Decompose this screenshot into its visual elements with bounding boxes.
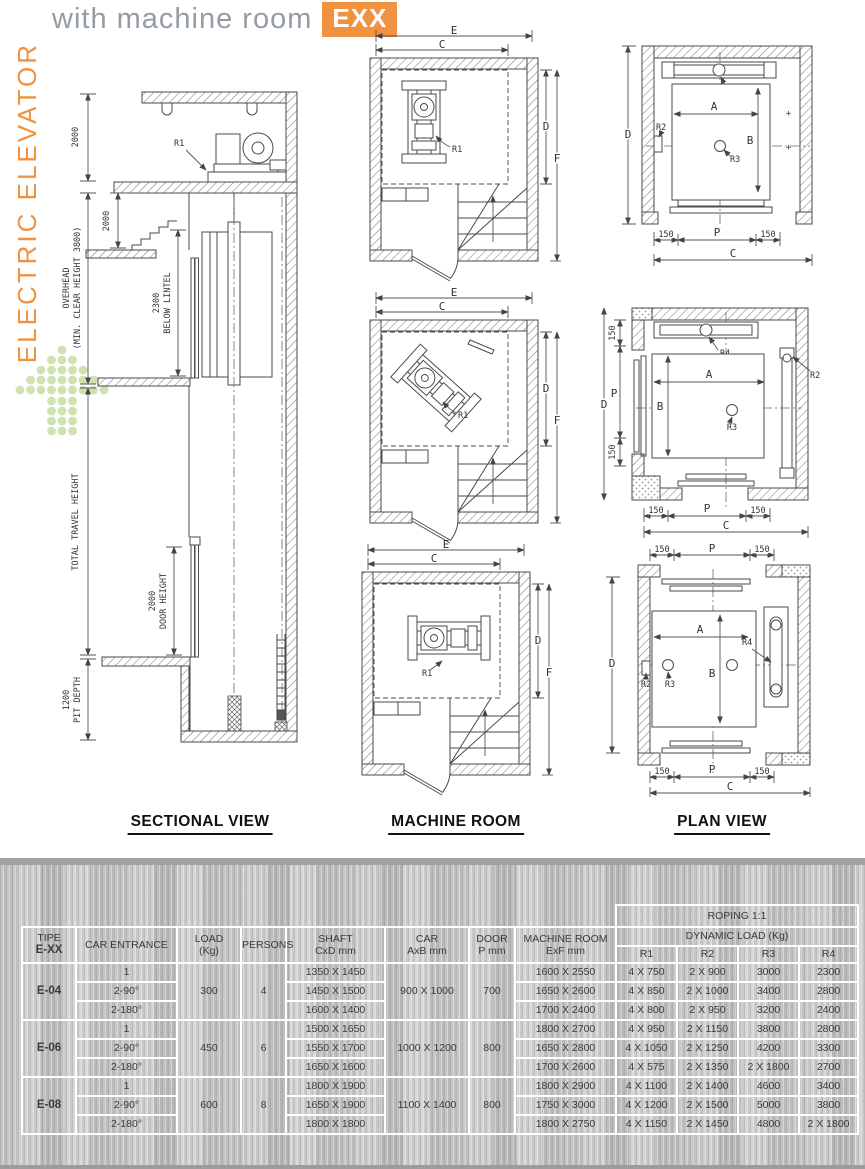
machine-room-cell: 1700 X 2400 — [515, 1001, 616, 1020]
svg-text:1200: 1200 — [62, 689, 72, 711]
r1-header: R1 — [616, 946, 677, 963]
entrance-cell: 1 — [76, 1077, 177, 1096]
svg-text:150: 150 — [648, 506, 664, 516]
metal-band — [0, 858, 865, 1169]
svg-text:D: D — [534, 634, 542, 647]
svg-text:2000: 2000 — [71, 126, 81, 148]
machine-room-cell: 1700 X 2600 — [515, 1058, 616, 1077]
shaft-header: SHAFT CxD mm — [286, 927, 385, 963]
r3-cell: 3400 — [738, 982, 799, 1001]
car-plan — [672, 84, 770, 200]
machine-room-cell: 1800 X 2700 — [515, 1020, 616, 1039]
svg-text:C: C — [438, 300, 446, 313]
shaft-cell: 1650 X 1900 — [286, 1096, 385, 1115]
r1-cell: 4 X 800 — [616, 1001, 677, 1020]
svg-text:C: C — [722, 519, 730, 532]
bottom-dimensions — [644, 502, 808, 538]
svg-text:D: D — [608, 657, 616, 670]
machine-room-cell: 1650 X 2600 — [515, 982, 616, 1001]
r1-cell: 4 X 1200 — [616, 1096, 677, 1115]
r1-cell: 4 X 850 — [616, 982, 677, 1001]
r4-header: R4 — [799, 946, 858, 963]
door-cell: 700 — [469, 963, 515, 1020]
guide-rail-frame — [780, 348, 794, 478]
r2-cell: 2 X 1150 — [677, 1020, 738, 1039]
r1-cell: 4 X 750 — [616, 963, 677, 982]
svg-text:2300: 2300 — [152, 292, 162, 314]
counterweight — [764, 607, 788, 707]
table-row — [22, 1020, 858, 1039]
r2-cell: 2 X 950 — [677, 1001, 738, 1020]
tipe-header: TIPE E-XX — [22, 927, 76, 963]
machine-room-cell: 1600 X 2550 — [515, 963, 616, 982]
car-door-sill — [670, 200, 772, 213]
svg-text:B: B — [746, 134, 754, 147]
svg-text:R1: R1 — [422, 669, 433, 679]
counterweight — [662, 62, 776, 78]
svg-text:R3: R3 — [664, 680, 676, 690]
door-swing — [404, 770, 450, 795]
car-plan — [652, 611, 756, 727]
r4-cell: 3300 — [799, 1039, 858, 1058]
plan-view-drawing-1 — [612, 34, 862, 274]
machine-room-cell: 1750 X 3000 — [515, 1096, 616, 1115]
load-cell: 300 — [177, 963, 241, 1020]
svg-text:C: C — [726, 780, 734, 793]
left-dimensions — [601, 308, 626, 500]
svg-text:P: P — [610, 387, 618, 400]
shaft-cell: 1600 X 1400 — [286, 1001, 385, 1020]
persons-cell: 8 — [241, 1077, 286, 1134]
svg-text:E: E — [442, 538, 450, 551]
page-title: with machine room — [52, 3, 313, 35]
r1-cell: 4 X 1100 — [616, 1077, 677, 1096]
svg-text:150: 150 — [658, 230, 674, 240]
r4-cell: 3800 — [799, 1096, 858, 1115]
machine-room-cell: 1800 X 2750 — [515, 1115, 616, 1134]
entrance-cell: 1 — [76, 1020, 177, 1039]
sectional-view-label: SECTIONAL VIEW — [128, 813, 273, 835]
machine-room-label: MACHINE ROOM — [388, 813, 524, 835]
plan-view-drawing-2 — [596, 298, 854, 538]
bottom-dimensions — [650, 763, 810, 797]
stairs — [450, 698, 519, 764]
plan-view-label: PLAN VIEW — [674, 813, 770, 835]
model-badge: EXX — [322, 2, 397, 37]
svg-text:150: 150 — [760, 230, 776, 240]
table-row — [22, 963, 858, 982]
entrance-cell: 2-180° — [76, 1058, 177, 1077]
r2-cell: 2 X 1000 — [677, 982, 738, 1001]
svg-text:D: D — [542, 382, 550, 395]
svg-text:R4: R4 — [742, 638, 753, 648]
topbar — [52, 2, 397, 37]
pit-ladder — [277, 634, 285, 720]
svg-text:BELOW LINTEL: BELOW LINTEL — [163, 272, 173, 334]
r3-cell: 2 X 1800 — [738, 1058, 799, 1077]
counterweight — [654, 322, 758, 338]
r1-label: R1 — [174, 139, 185, 149]
r4-cell: 2300 — [799, 963, 858, 982]
svg-text:F: F — [545, 666, 553, 679]
r2-cell: 2 X 1250 — [677, 1039, 738, 1058]
r3-cell: 4800 — [738, 1115, 799, 1134]
top-dimensions — [650, 542, 774, 561]
r4-cell: 2400 — [799, 1001, 858, 1020]
r4-cell: 2700 — [799, 1058, 858, 1077]
machine-room-drawing-2 — [362, 288, 562, 540]
r1-cell: 4 X 950 — [616, 1020, 677, 1039]
machine-room-header: MACHINE ROOM ExF mm — [515, 927, 616, 963]
svg-text:PIT DEPTH: PIT DEPTH — [73, 676, 83, 724]
r2-cell: 2 X 900 — [677, 963, 738, 982]
r3-header: R3 — [738, 946, 799, 963]
stairs-section — [132, 221, 177, 250]
entrance-header: CAR ENTRANCE — [76, 927, 177, 963]
shaft-cell: 1800 X 1800 — [286, 1115, 385, 1134]
shaft-cell: 1450 X 1500 — [286, 982, 385, 1001]
svg-text:A: A — [705, 368, 713, 381]
elevator-car — [202, 193, 272, 385]
svg-text:R1: R1 — [452, 145, 463, 155]
r3-cell: 3000 — [738, 963, 799, 982]
svg-text:C: C — [729, 247, 737, 260]
r2-cell: 2 X 1350 — [677, 1058, 738, 1077]
entrance-cell: 2-90° — [76, 1039, 177, 1058]
svg-text:(MIN. CLEAR HEIGHT 3800): (MIN. CLEAR HEIGHT 3800) — [73, 226, 83, 350]
svg-text:D: D — [542, 120, 550, 133]
svg-text:F: F — [553, 414, 561, 427]
svg-text:C: C — [430, 552, 438, 565]
r3-cell: 4600 — [738, 1077, 799, 1096]
r4-cell: 2800 — [799, 1020, 858, 1039]
shaft-cell: 1650 X 1600 — [286, 1058, 385, 1077]
svg-text:C: C — [438, 38, 446, 51]
persons-cell: 6 — [241, 1020, 286, 1077]
svg-text:R1: R1 — [458, 411, 469, 421]
svg-text:D: D — [624, 128, 632, 141]
shaft-cell: 1350 X 1450 — [286, 963, 385, 982]
r3-cell: 3800 — [738, 1020, 799, 1039]
r2-cell: 2 X 1450 — [677, 1115, 738, 1134]
persons-header: PERSONS — [241, 927, 286, 963]
r1-cell: 4 X 1050 — [616, 1039, 677, 1058]
svg-text:2000: 2000 — [148, 590, 158, 612]
r1-cell: 4 X 1150 — [616, 1115, 677, 1134]
landing-doors — [190, 258, 200, 657]
load-cell: 450 — [177, 1020, 241, 1077]
door-cell: 800 — [469, 1020, 515, 1077]
svg-text:E: E — [450, 24, 458, 37]
machine-room-cell: 1800 X 2900 — [515, 1077, 616, 1096]
svg-text:150: 150 — [754, 767, 770, 777]
svg-text:F: F — [553, 152, 561, 165]
machine-room-drawing-3 — [354, 540, 554, 792]
stairs — [458, 184, 527, 250]
svg-text:150: 150 — [608, 325, 618, 341]
table-row — [22, 1077, 858, 1096]
svg-text:150: 150 — [608, 444, 618, 460]
svg-text:P: P — [708, 542, 716, 555]
tipe-cell: E-08 — [22, 1077, 76, 1134]
tipe-cell: E-04 — [22, 963, 76, 1020]
svg-text:+: + — [786, 143, 792, 153]
svg-text:B: B — [708, 667, 716, 680]
r1-cell: 4 X 575 — [616, 1058, 677, 1077]
shaft-cell: 1500 X 1650 — [286, 1020, 385, 1039]
r2-header: R2 — [677, 946, 738, 963]
load-header: LOAD (Kg) — [177, 927, 241, 963]
buffer — [228, 696, 241, 731]
car-cell: 1000 X 1200 — [385, 1020, 469, 1077]
door-swing — [412, 256, 458, 281]
svg-text:R3: R3 — [726, 423, 738, 433]
entrance-cell: 1 — [76, 963, 177, 982]
machine-room-drawing-1 — [362, 26, 562, 278]
spec-table — [21, 904, 859, 1135]
r4-cell: 2 X 1800 — [799, 1115, 858, 1134]
svg-text:150: 150 — [654, 545, 670, 555]
r4-cell: 3400 — [799, 1077, 858, 1096]
svg-text:D: D — [600, 398, 608, 411]
r3-cell: 5000 — [738, 1096, 799, 1115]
svg-text:R3: R3 — [730, 155, 741, 165]
svg-text:A: A — [710, 100, 718, 113]
stairs — [458, 446, 527, 512]
entrance-cell: 2-180° — [76, 1001, 177, 1020]
door-header: DOOR P mm — [469, 927, 515, 963]
r3-cell: 4200 — [738, 1039, 799, 1058]
door-cell: 800 — [469, 1077, 515, 1134]
svg-text:+: + — [786, 109, 792, 119]
svg-text:B: B — [656, 400, 664, 413]
shaft-cell: 1800 X 1900 — [286, 1077, 385, 1096]
car-cell: 900 X 1000 — [385, 963, 469, 1020]
persons-cell: 4 — [241, 963, 286, 1020]
svg-text:P: P — [708, 763, 716, 776]
machine-room-cell: 1650 X 2800 — [515, 1039, 616, 1058]
r4-cell: 2800 — [799, 982, 858, 1001]
svg-text:R2: R2 — [810, 371, 821, 381]
svg-text:OVERHEAD: OVERHEAD — [62, 267, 72, 309]
entrance-cell: 2-90° — [76, 982, 177, 1001]
vertical-title: ELECTRIC ELEVATOR — [12, 42, 42, 364]
load-cell: 600 — [177, 1077, 241, 1134]
svg-text:P: P — [713, 226, 721, 239]
hoisting-machine — [208, 133, 286, 182]
svg-text:E: E — [450, 286, 458, 299]
r2-cell: 2 X 1400 — [677, 1077, 738, 1096]
plan-view-drawing-3 — [598, 542, 853, 797]
svg-text:R2: R2 — [656, 123, 667, 133]
buffer — [275, 722, 287, 731]
svg-text:2000: 2000 — [102, 210, 112, 232]
sectional-view-drawing — [62, 82, 322, 782]
dynamic-load-header: DYNAMIC LOAD (Kg) — [616, 927, 858, 946]
entrance-cell: 2-90° — [76, 1096, 177, 1115]
svg-text:A: A — [696, 623, 704, 636]
svg-text:P: P — [703, 502, 711, 515]
entrance-cell: 2-180° — [76, 1115, 177, 1134]
svg-text:150: 150 — [750, 506, 766, 516]
r3-cell: 3200 — [738, 1001, 799, 1020]
svg-text:150: 150 — [754, 545, 770, 555]
svg-text:DOOR HEIGHT: DOOR HEIGHT — [159, 572, 169, 630]
svg-text:R2: R2 — [640, 680, 652, 690]
svg-text:TOTAL TRAVEL HEIGHT: TOTAL TRAVEL HEIGHT — [71, 473, 81, 571]
tipe-cell: E-06 — [22, 1020, 76, 1077]
bottom-dimensions — [654, 226, 812, 266]
r2-cell: 2 X 1500 — [677, 1096, 738, 1115]
roping-header: ROPING 1:1 — [616, 905, 858, 927]
svg-text:150: 150 — [654, 767, 670, 777]
shaft-cell: 1550 X 1700 — [286, 1039, 385, 1058]
car-header: CAR AxB mm — [385, 927, 469, 963]
car-cell: 1100 X 1400 — [385, 1077, 469, 1134]
